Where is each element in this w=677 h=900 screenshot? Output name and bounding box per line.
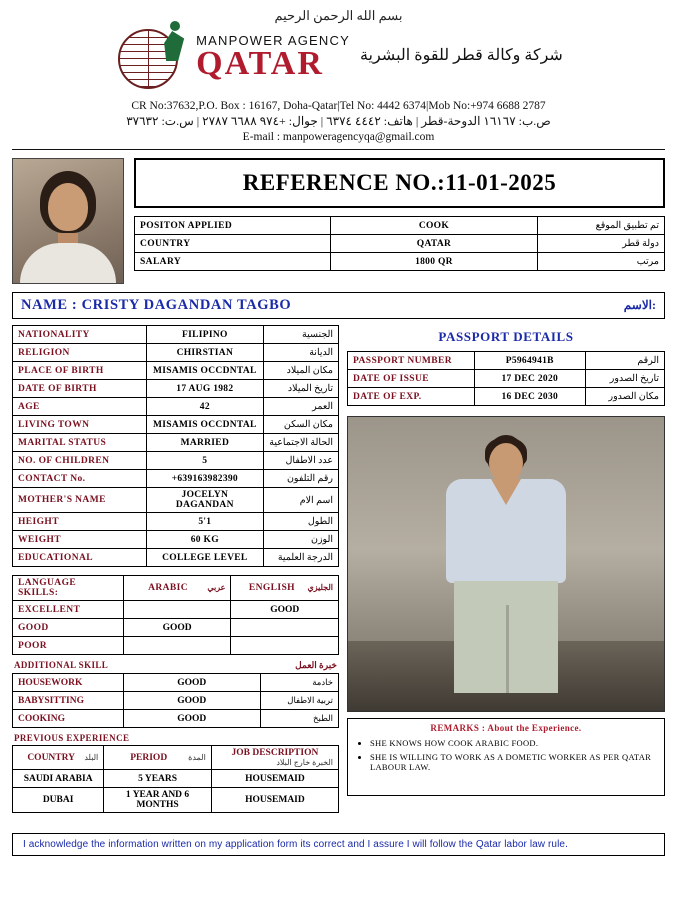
passport-details-title: PASSPORT DETAILS <box>438 329 574 344</box>
bio-label-5: LIVING TOWN <box>13 416 147 434</box>
exp-period-0: 5 YEARS <box>104 770 212 788</box>
applicant-name-arabic: الاسم: <box>623 298 656 312</box>
language-skills-table <box>12 575 339 655</box>
language-arabic-label: ARABIC <box>148 583 189 593</box>
table-row <box>13 398 339 416</box>
table-row <box>13 362 339 380</box>
language-level-1: GOOD <box>13 619 124 637</box>
applied-value-1: QATAR <box>331 235 538 253</box>
language-level-2: POOR <box>13 637 124 655</box>
exp-col-period-arabic: المدة <box>188 752 206 762</box>
previous-experience-table <box>12 745 339 813</box>
language-english-label: ENGLISH <box>248 583 295 593</box>
table-row <box>13 601 339 619</box>
exp-col-period-label: PERIOD <box>130 752 168 763</box>
passport-arabic-1: تاريخ الصدور <box>585 370 664 388</box>
language-english-2 <box>231 637 339 655</box>
table-row <box>13 770 339 788</box>
reference-number: REFERENCE NO.:11-01-2025 <box>134 158 665 208</box>
applied-arabic-0: تم تطبيق الموقع <box>537 217 664 235</box>
bio-value-9: JOCELYN DAGANDAN <box>146 488 263 513</box>
bio-value-4: 42 <box>146 398 263 416</box>
table-row <box>135 253 665 271</box>
skill-label-0: HOUSEWORK <box>13 674 124 692</box>
bio-label-3: DATE OF BIRTH <box>13 380 147 398</box>
bio-value-3: 17 AUG 1982 <box>146 380 263 398</box>
right-column <box>347 325 665 796</box>
exp-period-1: 1 YEAR AND 6 MONTHS <box>104 788 212 813</box>
bio-value-5: MISAMIS OCCDNTAL <box>146 416 263 434</box>
bio-arabic-3: تاريخ الميلاد <box>264 380 339 398</box>
previous-experience-header <box>12 728 339 745</box>
skill-arabic-1: تربية الاطفال <box>260 692 338 710</box>
previous-experience-title: PREVIOUS EXPERIENCE <box>14 733 130 743</box>
language-arabic-header <box>123 576 231 601</box>
applicant-portrait-photo <box>12 158 124 284</box>
bio-arabic-12: الدرجة العلمية <box>264 549 339 567</box>
bio-value-2: MISAMIS OCCDNTAL <box>146 362 263 380</box>
table-row <box>135 235 665 253</box>
bio-label-7: NO. OF CHILDREN <box>13 452 147 470</box>
bio-arabic-7: عدد الاطفال <box>264 452 339 470</box>
bio-arabic-2: مكان الميلاد <box>264 362 339 380</box>
applied-value-2: 1800 QR <box>331 253 538 271</box>
reference-block <box>134 158 665 271</box>
language-skills-header: LANGUAGE SKILLS: <box>13 576 124 601</box>
list-item: • SHE KNOWS HOW COOK ARABIC FOOD. <box>370 738 658 749</box>
skill-label-1: BABYSITTING <box>13 692 124 710</box>
top-section <box>12 158 665 284</box>
language-level-0: EXCELLENT <box>13 601 124 619</box>
brand-arabic: شركة وكالة قطر للقوة البشرية <box>359 47 563 64</box>
bio-label-4: AGE <box>13 398 147 416</box>
additional-skill-title-arabic: خبرة العمل <box>295 660 337 670</box>
table-row <box>13 619 339 637</box>
exp-col-job-arabic: الخبرة خارج البلاد <box>276 758 333 767</box>
language-english-label-ar: الجليزي <box>307 583 333 592</box>
additional-skill-header <box>12 655 339 673</box>
table-row <box>13 674 339 692</box>
header-divider <box>12 149 665 150</box>
table-row <box>135 217 665 235</box>
document-header <box>12 8 665 143</box>
applied-arabic-1: دولة قطر <box>537 235 664 253</box>
remarks-box <box>347 718 665 796</box>
applicant-name: NAME : CRISTY DAGANDAN TAGBO <box>21 297 292 313</box>
skill-value-2: GOOD <box>123 710 260 728</box>
bio-arabic-8: رقم التلفون <box>264 470 339 488</box>
bio-value-12: COLLEGE LEVEL <box>146 549 263 567</box>
table-row <box>13 434 339 452</box>
skill-value-1: GOOD <box>123 692 260 710</box>
table-row <box>348 352 665 370</box>
bio-label-6: MARITAL STATUS <box>13 434 147 452</box>
additional-skill-title: ADDITIONAL SKILL <box>14 660 109 670</box>
bio-arabic-5: مكان السكن <box>264 416 339 434</box>
table-header-row <box>13 576 339 601</box>
bismillah-text: بسم الله الرحمن الرحيم <box>274 8 403 23</box>
brand-block <box>196 34 350 81</box>
passport-table <box>347 351 665 406</box>
language-english-0: GOOD <box>231 601 339 619</box>
bio-label-0: NATIONALITY <box>13 326 147 344</box>
passport-arabic-2: مكان الصدور <box>585 388 664 406</box>
language-arabic-1: GOOD <box>123 619 231 637</box>
exp-col-job <box>211 746 338 770</box>
bio-value-7: 5 <box>146 452 263 470</box>
exp-col-country-arabic: البلد <box>84 752 99 762</box>
applied-label-2: SALARY <box>135 253 331 271</box>
bio-arabic-10: الطول <box>264 513 339 531</box>
language-arabic-2 <box>123 637 231 655</box>
bio-arabic-1: الديانة <box>264 344 339 362</box>
bio-label-2: PLACE OF BIRTH <box>13 362 147 380</box>
bio-value-11: 60 KG <box>146 531 263 549</box>
left-column <box>12 325 339 813</box>
skill-value-0: GOOD <box>123 674 260 692</box>
table-row <box>13 788 339 813</box>
applied-table <box>134 216 665 271</box>
table-row <box>13 470 339 488</box>
acknowledgement-footer: I acknowledge the information written on my application form its correct and I assure I will follow the Qatar labor law rule. <box>12 833 665 856</box>
contact-line-arabic: ص.ب: ١٦١٦٧ الدوحة-قطر | هاتف: ٤٤٤٢ ٦٣٧٤ | جوال: +٩٧٤ ٦٦٨٨ ٢٧٨٧ | س.ت: ٣٧٦٣٢ <box>126 114 551 128</box>
table-row <box>13 452 339 470</box>
email-line: E-mail : manpoweragencyqa@gmail.com <box>242 131 435 143</box>
skill-arabic-0: خادمة <box>260 674 338 692</box>
remarks-list <box>354 738 658 773</box>
table-row <box>13 380 339 398</box>
applied-arabic-2: مرتب <box>537 253 664 271</box>
list-item: • SHE IS WILLING TO WORK AS A DOMETIC WORKER AS PER QATAR LABOUR LAW. <box>370 752 658 773</box>
bio-value-6: MARRIED <box>146 434 263 452</box>
bio-value-8: +639163982390 <box>146 470 263 488</box>
table-header-row <box>13 746 339 770</box>
applied-value-0: COOK <box>331 217 538 235</box>
exp-col-country-label: COUNTRY <box>27 752 76 763</box>
contact-line: CR No:37632,P.O. Box : 16167, Doha-Qatar|Tel No: 4442 6374|Mob No:+974 6688 2787 <box>131 100 546 112</box>
bio-arabic-6: الحالة الاجتماعية <box>264 434 339 452</box>
table-row <box>13 513 339 531</box>
table-row <box>13 549 339 567</box>
exp-col-period <box>104 746 212 770</box>
table-row <box>13 692 339 710</box>
applied-label-0: POSITON APPLIED <box>135 217 331 235</box>
applied-label-1: COUNTRY <box>135 235 331 253</box>
table-row <box>13 637 339 655</box>
applicant-name-bar <box>12 292 665 319</box>
skill-label-2: COOKING <box>13 710 124 728</box>
table-row <box>13 488 339 513</box>
logo-row <box>12 18 665 96</box>
remarks-title: REMARKS : About the Experience. <box>430 723 582 733</box>
table-row <box>13 416 339 434</box>
language-english-header <box>231 576 339 601</box>
applicant-fullbody-photo <box>347 416 665 712</box>
bio-arabic-0: الجنسية <box>264 326 339 344</box>
language-skills-section <box>12 575 339 655</box>
exp-col-country <box>13 746 104 770</box>
passport-label-0: PASSPORT NUMBER <box>348 352 475 370</box>
bio-arabic-11: الوزن <box>264 531 339 549</box>
bio-label-11: WEIGHT <box>13 531 147 549</box>
bio-label-10: HEIGHT <box>13 513 147 531</box>
bio-label-8: CONTACT No. <box>13 470 147 488</box>
bio-value-10: 5'1 <box>146 513 263 531</box>
passport-label-2: DATE OF EXP. <box>348 388 475 406</box>
table-row <box>13 344 339 362</box>
skill-arabic-2: الطبخ <box>260 710 338 728</box>
table-row <box>13 326 339 344</box>
bio-label-12: EDUCATIONAL <box>13 549 147 567</box>
bio-label-9: MOTHER'S NAME <box>13 488 147 513</box>
exp-country-0: SAUDI ARABIA <box>13 770 104 788</box>
exp-country-1: DUBAI <box>13 788 104 813</box>
brand-line-2: QATAR <box>196 44 324 82</box>
exp-job-1: HOUSEMAID <box>211 788 338 813</box>
passport-arabic-0: الرقم <box>585 352 664 370</box>
passport-value-1: 17 DEC 2020 <box>474 370 585 388</box>
globe-logo-icon <box>114 21 186 93</box>
passport-value-2: 16 DEC 2030 <box>474 388 585 406</box>
body-columns <box>12 325 665 813</box>
biodata-table <box>12 325 339 567</box>
language-arabic-label-ar: عربي <box>207 583 226 592</box>
language-arabic-0 <box>123 601 231 619</box>
additional-skill-table <box>12 673 339 728</box>
table-row <box>348 370 665 388</box>
brand-line-1: MANPOWER AGENCY <box>196 32 350 48</box>
table-row <box>13 710 339 728</box>
table-row <box>13 531 339 549</box>
table-row <box>348 388 665 406</box>
bio-arabic-4: العمر <box>264 398 339 416</box>
language-english-1 <box>231 619 339 637</box>
passport-value-0: P5964941B <box>474 352 585 370</box>
passport-label-1: DATE OF ISSUE <box>348 370 475 388</box>
bio-value-0: FILIPINO <box>146 326 263 344</box>
exp-job-0: HOUSEMAID <box>211 770 338 788</box>
bio-value-1: CHIRSTIAN <box>146 344 263 362</box>
bio-label-1: RELIGION <box>13 344 147 362</box>
exp-col-job-label: JOB DESCRIPTION <box>231 748 319 758</box>
bio-arabic-9: اسم الام <box>264 488 339 513</box>
